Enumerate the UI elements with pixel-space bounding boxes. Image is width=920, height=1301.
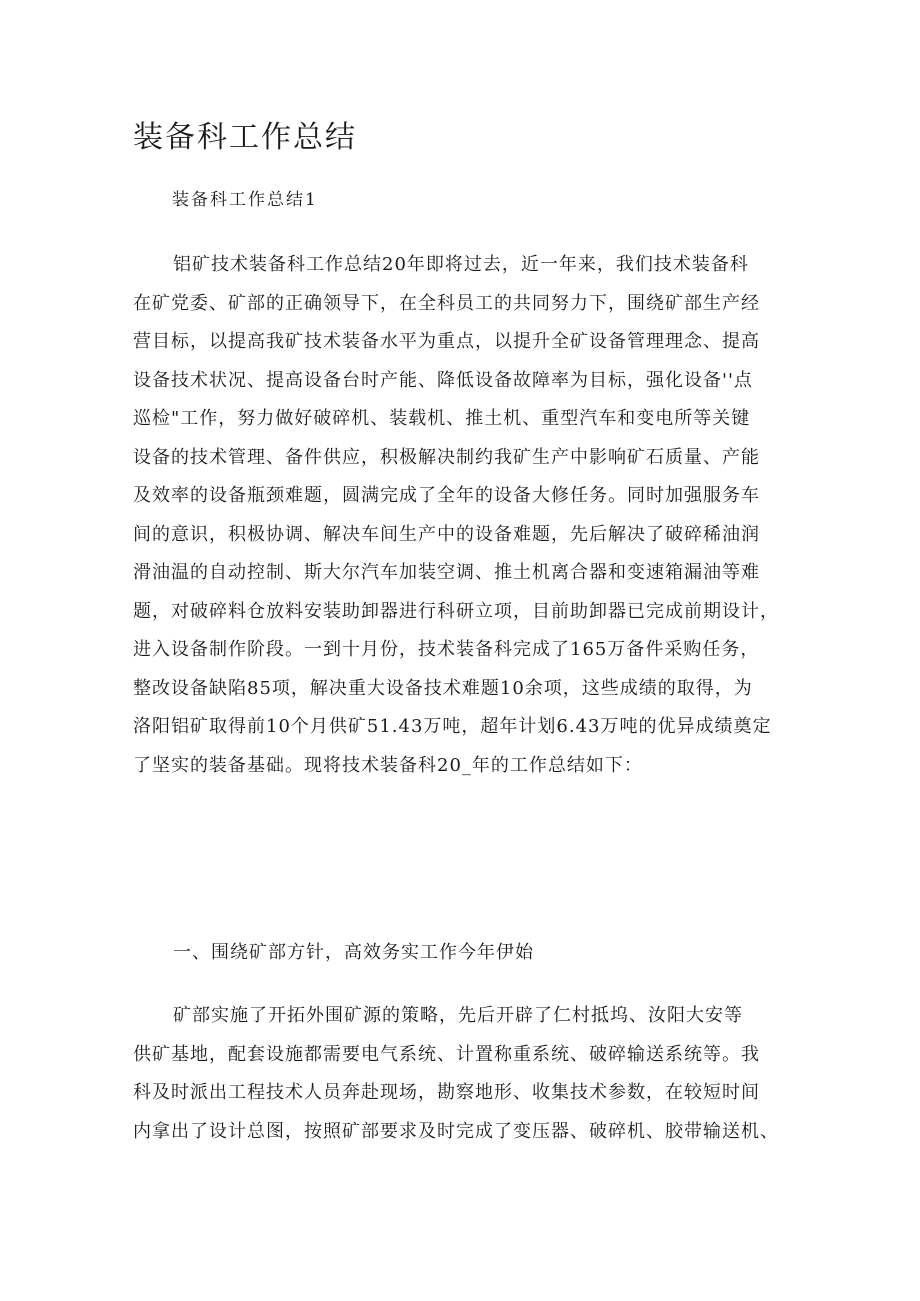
paragraph-line: 了坚实的装备基础。现将技术装备科20_年的工作总结如下： <box>133 754 643 776</box>
paragraph-line: 巡检"工作，努力做好破碎机、装载机、推土机、重型汽车和变电所等关键 <box>133 408 751 429</box>
paragraph-line: 铝矿技术装备科工作总结20年即将过去，近一年来，我们技术装备科 <box>173 254 749 275</box>
paragraph-line: 在矿党委、矿部的正确领导下，在全科员工的共同努力下，围绕矿部生产经 <box>133 292 760 314</box>
paragraph-line: 及效率的设备瓶颈难题，圆满完成了全年的设备大修任务。同时加强服务车 <box>133 485 760 506</box>
paragraph-line: 科及时派出工程技术人员奔赴现场，勘察地形、收集技术参数，在较短时间 <box>133 1082 760 1103</box>
document-title: 装备科工作总结 <box>133 120 357 155</box>
paragraph-line: 矿部实施了开拓外围矿源的策略，先后开辟了仁村抵坞、汝阳大安等 <box>173 1005 743 1026</box>
paragraph-line: 洛阳铝矿取得前10个月供矿51.43万吨，超年计划6.43万吨的优异成绩奠定 <box>133 716 772 737</box>
document-subtitle: 装备科工作总结1 <box>172 190 318 210</box>
paragraph-line: 进入设备制作阶段。一到十月份，技术装备科完成了165万备件采购任务， <box>133 639 760 660</box>
paragraph-1 <box>133 246 793 785</box>
paragraph-2 <box>133 997 793 1151</box>
paragraph-line: 题，对破碎料仓放料安装助卸器进行科研立项，目前助卸器已完成前期设计， <box>133 600 779 622</box>
paragraph-line: 内拿出了设计总图，按照矿部要求及时完成了变压器、破碎机、胶带输送机、 <box>133 1120 779 1142</box>
paragraph-line: 间的意识，积极协调、解决车间生产中的设备难题，先后解决了破碎稀油润 <box>133 523 760 545</box>
paragraph-line: 滑油温的自动控制、斯大尔汽车加装空调、推土机离合器和变速箱漏油等难 <box>133 562 760 583</box>
paragraph-line: 设备的技术管理、备件供应，积极解决制约我矿生产中影响矿石质量、产能 <box>133 446 760 468</box>
section-heading: 一、围绕矿部方针，高效务实工作今年伊始 <box>173 942 534 963</box>
paragraph-line: 整改设备缺陷85项，解决重大设备技术难题10余项，这些成绩的取得，为 <box>133 677 753 699</box>
paragraph-line: 营目标，以提高我矿技术装备水平为重点，以提升全矿设备管理理念、提高 <box>133 331 760 352</box>
paragraph-line: 供矿基地，配套设施都需要电气系统、计置称重系统、破碎输送系统等。我 <box>133 1043 760 1065</box>
paragraph-line: 设备技术状况、提高设备台时产能、降低设备故障率为目标，强化设备''点 <box>133 369 753 391</box>
